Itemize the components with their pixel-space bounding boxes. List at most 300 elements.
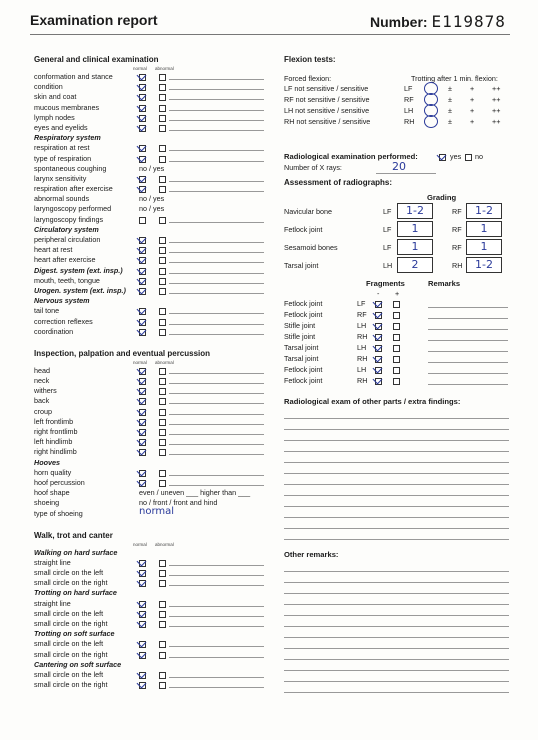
other-remarks-lines (284, 559, 514, 699)
fragment-minus-checkbox[interactable] (375, 378, 382, 385)
normal-checkbox[interactable] (139, 621, 146, 628)
walk-row-label: small circle on the left (34, 639, 104, 649)
normal-checkbox[interactable] (139, 672, 146, 679)
fragment-leg: RF (357, 310, 367, 319)
assessment-label-navicular-bone: Navicular bone (284, 207, 332, 216)
general-row-eyes-and-eyelids (34, 123, 264, 133)
normal-checkbox[interactable] (139, 419, 146, 426)
inspection-row-options: no / front / front and hind (139, 498, 218, 508)
remark-line (169, 626, 264, 627)
fragment-plus-checkbox[interactable] (393, 323, 400, 330)
inspection-row-options: even / uneven ___ higher than ___ (139, 488, 251, 498)
abnormal-checkbox[interactable] (159, 176, 166, 183)
abnormal-checkbox[interactable] (159, 682, 166, 689)
general-row-label: type of respiration (34, 153, 92, 163)
fragment-plus-checkbox[interactable] (393, 334, 400, 341)
ruled-line (284, 495, 509, 496)
normal-checkbox[interactable] (139, 368, 146, 375)
general-row-mouth-teeth-tongue (34, 276, 264, 286)
ruled-line (284, 506, 509, 507)
walk-row-small-circle-on-the-left (34, 670, 264, 680)
assessment-leg: LF (383, 225, 392, 234)
normal-checkbox[interactable] (139, 449, 146, 456)
normal-checkbox[interactable] (139, 145, 146, 152)
other-parts-lines (284, 406, 514, 546)
flexion-scale-1: + (470, 95, 475, 104)
normal-checkbox[interactable] (139, 74, 146, 81)
remark-line (169, 283, 264, 284)
abnormal-checkbox[interactable] (159, 105, 166, 112)
ruled-line (284, 440, 509, 441)
general-row-label: Circulatory system (34, 224, 99, 234)
abnormal-checkbox[interactable] (159, 84, 166, 91)
normal-checkbox[interactable] (139, 429, 146, 436)
normal-checkbox[interactable] (139, 105, 146, 112)
normal-checkbox[interactable] (139, 682, 146, 689)
ruled-line (284, 681, 509, 682)
flexion-trot-leg-lf: LF (404, 84, 413, 93)
fragment-plus-checkbox[interactable] (393, 356, 400, 363)
general-row-options: no / yes (139, 204, 165, 214)
fragment-remark-line (428, 384, 508, 385)
flexion-trot-leg-rh: RH (404, 117, 415, 126)
remark-line (169, 150, 264, 151)
remark-line (169, 475, 264, 476)
general-row-label: Respiratory system (34, 133, 101, 143)
inspection-row-label: hoof shape (34, 488, 70, 498)
remark-line (169, 485, 264, 486)
walk-row-straight-line (34, 599, 264, 609)
general-row-label: correction reflexes (34, 316, 93, 326)
abnormal-checkbox[interactable] (159, 409, 166, 416)
inspection-abnormal-header: abnormal (155, 359, 174, 365)
fragment-remark-line (428, 307, 508, 308)
xrays-underline (376, 173, 436, 174)
abnormal-checkbox[interactable] (159, 257, 166, 264)
walk-row-label: small circle on the left (34, 568, 104, 578)
normal-checkbox[interactable] (139, 580, 146, 587)
normal-checkbox[interactable] (139, 237, 146, 244)
normal-checkbox[interactable] (139, 652, 146, 659)
walk-row-label: small circle on the left (34, 608, 104, 618)
inspection-row-label: neck (34, 376, 50, 386)
abnormal-checkbox[interactable] (159, 641, 166, 648)
normal-checkbox[interactable] (139, 186, 146, 193)
assessment-leg: RF (452, 243, 462, 252)
remark-line (169, 393, 264, 394)
flexion-scale-2: ++ (492, 117, 501, 126)
normal-checkbox[interactable] (139, 601, 146, 608)
inspection-row-label: shoeing (34, 498, 60, 508)
abnormal-checkbox[interactable] (159, 601, 166, 608)
flexion-negative-circle[interactable] (424, 115, 438, 128)
normal-checkbox[interactable] (139, 288, 146, 295)
general-row-tail-tone (34, 306, 264, 316)
remark-line (169, 99, 264, 100)
fragment-minus-checkbox[interactable] (375, 312, 382, 319)
normal-checkbox[interactable] (139, 115, 146, 122)
remark-line (169, 657, 264, 658)
normal-checkbox[interactable] (139, 217, 146, 224)
general-row-laryngoscopy-performed (34, 204, 264, 214)
walk-row-label: straight line (34, 598, 71, 608)
inspection-row-withers (34, 386, 264, 396)
left-column (34, 55, 264, 690)
general-row-circulatory-system (34, 225, 264, 235)
fragment-leg: LH (357, 343, 367, 352)
general-normal-header: normal (133, 66, 147, 71)
remark-line (169, 252, 264, 253)
walk-row-label: Trotting on hard surface (34, 588, 117, 598)
inspection-row-left-frontlimb (34, 417, 264, 427)
remark-line (169, 424, 264, 425)
remark-line (169, 262, 264, 263)
inspection-row-back (34, 396, 264, 406)
report-title: Examination report (30, 12, 158, 28)
inspection-row-label: left frontlimb (34, 416, 74, 426)
general-row-heart-at-rest (34, 245, 264, 255)
remark-line (169, 161, 264, 162)
fragment-label-fetlock-joint: Fetlock joint (284, 299, 323, 308)
number-label: Number: (370, 14, 428, 30)
inspection-normal-header: normal (133, 359, 147, 365)
xrays-label: Number of X rays: (284, 163, 342, 172)
normal-checkbox[interactable] (139, 319, 146, 326)
abnormal-checkbox[interactable] (159, 621, 166, 628)
fragment-remark-line (428, 340, 508, 341)
other-parts-heading: Radiological exam of other parts / extra findings: (284, 397, 461, 406)
fragment-leg: RH (357, 332, 368, 341)
normal-checkbox[interactable] (139, 378, 146, 385)
abnormal-checkbox[interactable] (159, 186, 166, 193)
general-row-label: skin and coat (34, 92, 77, 102)
inspection-row-neck (34, 376, 264, 386)
normal-checkbox[interactable] (139, 268, 146, 275)
general-row-condition (34, 82, 264, 92)
fragments-plus-label: + (395, 289, 400, 298)
general-row-digest-system-ext-insp (34, 266, 264, 276)
xrays-value: 20 (392, 160, 406, 173)
remark-line (169, 585, 264, 586)
remark-line (169, 130, 264, 131)
remark-line (169, 79, 264, 80)
general-row-label: tail tone (34, 306, 60, 316)
general-row-label: eyes and eyelids (34, 122, 88, 132)
ruled-line (284, 571, 509, 572)
abnormal-checkbox[interactable] (159, 268, 166, 275)
remark-line (169, 434, 264, 435)
ruled-line (284, 659, 509, 660)
assessment-leg: RF (452, 225, 462, 234)
abnormal-checkbox[interactable] (159, 429, 166, 436)
inspection-row-label: back (34, 396, 50, 406)
fragment-plus-checkbox[interactable] (393, 345, 400, 352)
flexion-scale-1: + (470, 106, 475, 115)
radiological-yes-checkbox[interactable] (439, 154, 446, 161)
abnormal-checkbox[interactable] (159, 580, 166, 587)
abnormal-checkbox[interactable] (159, 319, 166, 326)
walk-row-label: small circle on the right (34, 619, 108, 628)
abnormal-checkbox[interactable] (159, 652, 166, 659)
inspection-row-right-hindlimb (34, 447, 264, 457)
flexion-scale-2: ++ (492, 95, 501, 104)
flexion-scale-0: ± (448, 84, 452, 93)
normal-checkbox[interactable] (139, 308, 146, 315)
inspection-row-label: right hindlimb (34, 447, 77, 457)
forced-flexion-label: Forced flexion: (284, 74, 332, 83)
normal-checkbox[interactable] (139, 329, 146, 336)
general-row-larynx-sensitivity (34, 174, 264, 184)
remark-line (169, 293, 264, 294)
general-row-label: peripheral circulation (34, 235, 101, 244)
fragment-label-stifle-joint: Stifle joint (284, 332, 316, 341)
fragment-plus-checkbox[interactable] (393, 312, 400, 319)
inspection-row-right-frontlimb (34, 427, 264, 437)
walk-row-label: small circle on the left (34, 669, 104, 679)
general-row-type-of-respiration (34, 154, 264, 164)
remark-line (169, 373, 264, 374)
normal-checkbox[interactable] (139, 176, 146, 183)
ruled-line (284, 670, 509, 671)
abnormal-checkbox[interactable] (159, 308, 166, 315)
fragments-heading: Fragments (366, 279, 405, 288)
abnormal-checkbox[interactable] (159, 570, 166, 577)
abnormal-checkbox[interactable] (159, 470, 166, 477)
ruled-line (284, 648, 509, 649)
remark-line (169, 575, 264, 576)
general-row-abnormal-sounds (34, 194, 264, 204)
normal-checkbox[interactable] (139, 570, 146, 577)
remark-line (169, 565, 264, 566)
general-row-mucous-membranes (34, 103, 264, 113)
fragment-minus-checkbox[interactable] (375, 345, 382, 352)
flexion-block (284, 74, 514, 152)
ruled-line (284, 692, 509, 693)
inspection-row-label: hoof percussion (34, 477, 85, 487)
fragment-plus-checkbox[interactable] (393, 367, 400, 374)
abnormal-checkbox[interactable] (159, 94, 166, 101)
abnormal-checkbox[interactable] (159, 439, 166, 446)
assessment-label-tarsal-joint: Tarsal joint (284, 261, 319, 270)
general-heading: General and clinical examination (34, 55, 159, 64)
ruled-line (284, 473, 509, 474)
general-row-label: lymph nodes (34, 112, 75, 122)
general-row-conformation-and-stance (34, 72, 264, 82)
inspection-row-label: head (34, 365, 50, 375)
general-row-correction-reflexes (34, 317, 264, 327)
abnormal-checkbox[interactable] (159, 217, 166, 224)
grading-input[interactable]: 1 (466, 239, 502, 255)
abnormal-checkbox[interactable] (159, 611, 166, 618)
flexion-trot-leg-lh: LH (404, 106, 414, 115)
grading-input[interactable]: 1-2 (466, 203, 502, 219)
fragment-label-fetlock-joint: Fetlock joint (284, 310, 323, 319)
fragment-minus-checkbox[interactable] (375, 356, 382, 363)
walk-row-straight-line (34, 558, 264, 568)
flexion-scale-1: + (470, 117, 475, 126)
remarks-heading: Remarks (428, 279, 461, 288)
walk-row-trotting-on-soft-surface (34, 629, 264, 639)
general-row-label: respiration at rest (34, 143, 90, 153)
general-row-label: mucous membranes (34, 102, 100, 112)
other-remarks-heading: Other remarks: (284, 550, 339, 559)
fragment-minus-checkbox[interactable] (375, 334, 382, 341)
radiological-no-label: no (475, 152, 483, 161)
remark-line (169, 677, 264, 678)
abnormal-checkbox[interactable] (159, 237, 166, 244)
remark-line (169, 616, 264, 617)
flexion-trot-leg-rf: RF (404, 95, 414, 104)
fragment-leg: LF (357, 299, 366, 308)
abnormal-checkbox[interactable] (159, 560, 166, 567)
general-row-urogen-system-ext-insp (34, 286, 264, 296)
general-column-headers (34, 64, 264, 72)
abnormal-checkbox[interactable] (159, 145, 166, 152)
fragment-plus-checkbox[interactable] (393, 378, 400, 385)
remark-line (169, 646, 264, 647)
abnormal-checkbox[interactable] (159, 449, 166, 456)
remark-line (169, 687, 264, 688)
fragment-plus-checkbox[interactable] (393, 301, 400, 308)
inspection-row-label: left hindlimb (34, 437, 73, 447)
remark-line (169, 414, 264, 415)
assessment-heading: Assessment of radiographs: (284, 178, 393, 187)
general-row-label: coordination (34, 326, 74, 336)
remark-line (169, 444, 264, 445)
normal-checkbox[interactable] (139, 156, 146, 163)
inspection-column-headers (34, 358, 264, 366)
fragment-remark-line (428, 329, 508, 330)
inspection-row-options: normal (139, 505, 175, 517)
assessment-block (284, 187, 514, 279)
assessment-leg: RH (452, 261, 463, 270)
abnormal-checkbox[interactable] (159, 480, 166, 487)
abnormal-checkbox[interactable] (159, 156, 166, 163)
general-row-label: Digest. system (ext. insp.) (34, 265, 123, 275)
ruled-line (284, 418, 509, 419)
remark-line (169, 242, 264, 243)
abnormal-checkbox[interactable] (159, 329, 166, 336)
grading-input[interactable]: 2 (397, 257, 433, 273)
walk-row-small-circle-on-the-left (34, 609, 264, 619)
ruled-line (284, 637, 509, 638)
general-row-label: Urogen. system (ext. insp.) (34, 285, 126, 295)
abnormal-checkbox[interactable] (159, 378, 166, 385)
abnormal-checkbox[interactable] (159, 419, 166, 426)
ruled-line (284, 593, 509, 594)
normal-checkbox[interactable] (139, 409, 146, 416)
radiological-performed-label: Radiological examination performed: (284, 152, 418, 161)
assessment-label-fetlock-joint: Fetlock joint (284, 225, 323, 234)
ruled-line (284, 626, 509, 627)
normal-checkbox[interactable] (139, 470, 146, 477)
grading-input[interactable]: 1-2 (466, 257, 502, 273)
abnormal-checkbox[interactable] (159, 278, 166, 285)
abnormal-checkbox[interactable] (159, 288, 166, 295)
radiological-no-checkbox[interactable] (465, 154, 472, 161)
normal-checkbox[interactable] (139, 560, 146, 567)
assessment-label-sesamoid-bones: Sesamoid bones (284, 243, 338, 252)
abnormal-checkbox[interactable] (159, 74, 166, 81)
remark-line (169, 120, 264, 121)
general-row-heart-after-exercise (34, 255, 264, 265)
general-row-label: larynx sensitivity (34, 173, 87, 183)
number-value: E119878 (431, 12, 506, 31)
trotting-flexion-label: Trotting after 1 min. flexion: (411, 74, 498, 83)
fragment-leg: RH (357, 376, 368, 385)
walk-row-small-circle-on-the-right (34, 619, 264, 629)
normal-checkbox[interactable] (139, 94, 146, 101)
remark-line (169, 403, 264, 404)
general-row-respiration-at-rest (34, 143, 264, 153)
fragment-minus-checkbox[interactable] (375, 323, 382, 330)
fragment-minus-checkbox[interactable] (375, 367, 382, 374)
inspection-row-label: horn quality (34, 467, 72, 477)
normal-checkbox[interactable] (139, 257, 146, 264)
inspection-row-left-hindlimb (34, 437, 264, 447)
abnormal-checkbox[interactable] (159, 672, 166, 679)
general-row-nervous-system (34, 296, 264, 306)
normal-checkbox[interactable] (139, 278, 146, 285)
flexion-scale-1: + (470, 84, 475, 93)
flexion-scale-2: ++ (492, 106, 501, 115)
walk-row-label: small circle on the right (34, 578, 108, 588)
walk-row-label: Cantering on soft surface (34, 659, 122, 669)
inspection-row-label: croup (34, 406, 52, 416)
general-row-spontaneous-coughing (34, 164, 264, 174)
flexion-row-rh: RH not sensitive / sensitive (284, 117, 371, 126)
ruled-line (284, 582, 509, 583)
walk-row-label: small circle on the right (34, 680, 108, 690)
general-row-laryngoscopy-findings (34, 215, 264, 225)
abnormal-checkbox[interactable] (159, 125, 166, 132)
inspection-row-label: Hooves (34, 457, 60, 467)
grading-input[interactable]: 1-2 (397, 203, 433, 219)
abnormal-checkbox[interactable] (159, 398, 166, 405)
normal-checkbox[interactable] (139, 125, 146, 132)
general-row-lymph-nodes (34, 113, 264, 123)
grading-input[interactable]: 1 (397, 239, 433, 255)
general-row-label: abnormal sounds (34, 194, 90, 204)
flexion-scale-0: ± (448, 117, 452, 126)
fragment-remark-line (428, 318, 508, 319)
walk-heading: Walk, trot and canter (34, 530, 113, 540)
fragment-label-tarsal-joint: Tarsal joint (284, 354, 319, 363)
abnormal-checkbox[interactable] (159, 247, 166, 254)
inspection-row-head (34, 366, 264, 376)
abnormal-checkbox[interactable] (159, 388, 166, 395)
abnormal-checkbox[interactable] (159, 115, 166, 122)
walk-row-small-circle-on-the-left (34, 639, 264, 649)
fragment-remark-line (428, 362, 508, 363)
grading-input[interactable]: 1 (397, 221, 433, 237)
normal-checkbox[interactable] (139, 611, 146, 618)
abnormal-checkbox[interactable] (159, 368, 166, 375)
flexion-scale-2: ++ (492, 84, 501, 93)
ruled-line (284, 484, 509, 485)
remark-line (169, 383, 264, 384)
ruled-line (284, 462, 509, 463)
normal-checkbox[interactable] (139, 398, 146, 405)
grading-input[interactable]: 1 (466, 221, 502, 237)
normal-checkbox[interactable] (139, 641, 146, 648)
title-divider (30, 34, 510, 35)
inspection-row-hoof-shape (34, 488, 264, 498)
inspection-row-horn-quality (34, 468, 264, 478)
walk-row-label: Walking on hard surface (34, 547, 118, 557)
normal-checkbox[interactable] (139, 480, 146, 487)
fragment-minus-checkbox[interactable] (375, 301, 382, 308)
